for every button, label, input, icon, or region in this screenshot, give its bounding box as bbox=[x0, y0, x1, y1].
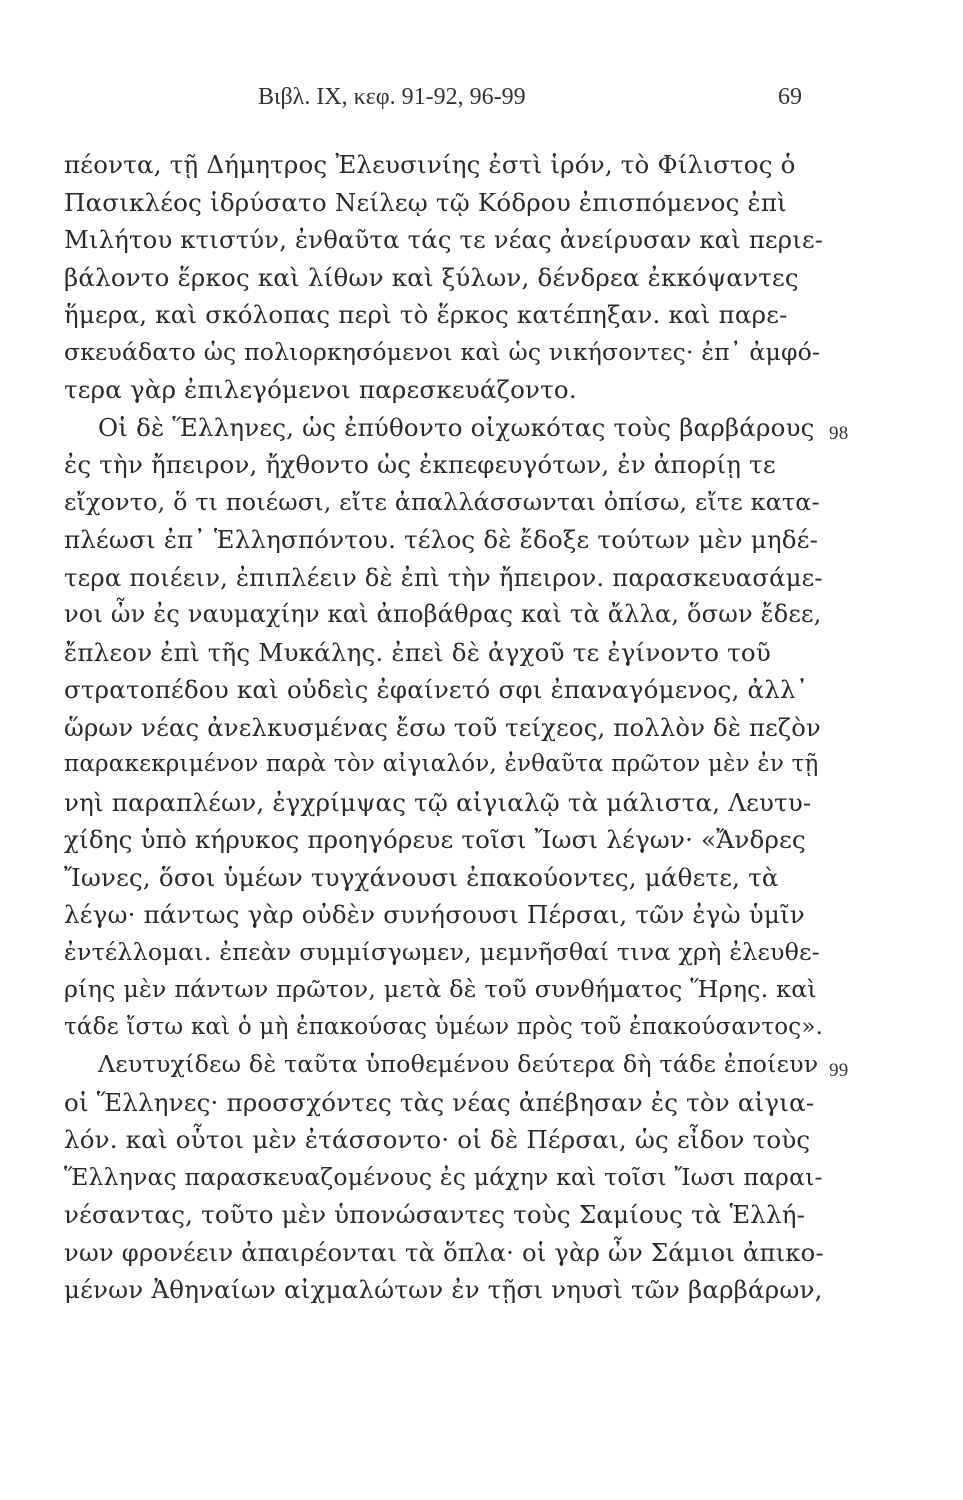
paragraph-line-99 bbox=[64, 1046, 849, 1084]
text-line: ἐντέλλομαι. ἐπεὰν συμμίσγωμεν, μεμνῆσθαί τινα χρὴ ἐλευθε- bbox=[64, 937, 820, 966]
text-line: νέσαντας, τοῦτο μὲν ὑπονώσαντες τοὺς Σαμίους τὰ Ἑλλή- bbox=[64, 1200, 806, 1229]
text-line: οἱ Ἕλληνες· προσσχόντες τὰς νέας ἀπέβησαν ἐς τὸν αἰγια- bbox=[64, 1087, 815, 1117]
text-line: μένων Ἀθηναίων αἰχμαλώτων ἐν τῇσι νηυσὶ τῶν βαρβάρων, bbox=[64, 1275, 823, 1304]
text-block bbox=[64, 146, 849, 1309]
text-line: ὥρων νέας ἀνελκυσμένας ἔσω τοῦ τείχεος, πολλὸν δὲ πεζὸν bbox=[64, 712, 821, 742]
text-line: τερα γὰρ ἐπιλεγόμενοι παρεσκευάζοντο. bbox=[64, 375, 577, 404]
paragraph-line-98 bbox=[64, 409, 849, 447]
text-line: νοι ὦν ἐς ναυμαχίην καὶ ἀποβάθρας καὶ τὰ ἄλλα, ὅσων ἔδεε, bbox=[64, 600, 822, 628]
text-line: πέοντα, τῇ Δήμητρος Ἐλευσινίης ἐστὶ ἱρόν, τὸ Φίλιστος ὁ bbox=[64, 150, 796, 179]
text-line: εἴχοντο, ὅ τι ποιέωσι, εἴτε ἀπαλλάσσωνται ὀπίσω, εἴτε κατα- bbox=[64, 487, 820, 516]
margin-chapter-number: 99 bbox=[829, 1060, 849, 1081]
text-line: πλέωσι ἐπ᾽ Ἑλλησπόντου. τέλος δὲ ἔδοξε τούτων μὲν μηδέ- bbox=[64, 525, 819, 554]
page-number: 69 bbox=[778, 84, 802, 110]
text-line: τερα ποιέειν, ἐπιπλέειν δὲ ἐπὶ τὴν ἤπειρον. παρασκευασάμε- bbox=[64, 562, 823, 592]
text-line: Οἱ δὲ Ἕλληνες, ὡς ἐπύθοντο οἰχωκότας τοὺς βαρβάρους bbox=[98, 412, 815, 442]
text-line: ἐς τὴν ἤπειρον, ἤχθοντο ὡς ἐκπεφευγότων, ἐν ἀπορίῃ τε bbox=[64, 450, 776, 479]
text-line: λέγω· πάντως γὰρ οὐδὲν συνήσουσι Πέρσαι, τῶν ἐγὼ ὑμῖν bbox=[64, 900, 805, 929]
running-head: Βιβλ. IX, κεφ. 91-92, 96-99 bbox=[258, 84, 526, 110]
text-line: Λευτυχίδεω δὲ ταῦτα ὑποθεμένου δεύτερα δὴ τάδε ἐποίευν bbox=[98, 1050, 819, 1078]
text-line: ἔπλεον ἐπὶ τῆς Μυκάλης. ἐπεὶ δὲ ἀγχοῦ τε ἐγίνοντο τοῦ bbox=[64, 637, 771, 667]
text-line: παρακεκριμένον παρὰ τὸν αἰγιαλόν, ἐνθαῦτα πρῶτον μὲν ἐν τῇ bbox=[64, 751, 819, 777]
text-line: νηὶ παραπλέων, ἐγχρίμψας τῷ αἰγιαλῷ τὰ μάλιστα, Λευτυ- bbox=[64, 787, 812, 817]
text-line: στρατοπέδου καὶ οὐδεὶς ἐφαίνετό σφι ἐπαναγόμενος, ἀλλ᾽ bbox=[64, 675, 809, 704]
text-line: λόν. καὶ οὗτοι μὲν ἐτάσσοντο· οἱ δὲ Πέρσαι, ὡς εἶδον τοὺς bbox=[64, 1125, 811, 1154]
text-line: ἥμερα, καὶ σκόλοπας περὶ τὸ ἕρκος κατέπηξαν. καὶ παρε- bbox=[64, 300, 788, 329]
text-line: βάλοντο ἕρκος καὶ λίθων καὶ ξύλων, δένδρεα ἐκκόψαντες bbox=[64, 262, 799, 292]
text-line: σκευάδατο ὡς πολιορκησόμενοι καὶ ὡς νικήσοντες· ἐπ᾽ ἀμφό- bbox=[64, 337, 821, 366]
text-line: χίδης ὑπὸ κήρυκος προηγόρευε τοῖσι Ἴωσι λέγων· «Ἄνδρες bbox=[64, 825, 806, 854]
text-line: Πασικλέος ἱδρύσατο Νείλεῳ τῷ Κόδρου ἐπισπόμενος ἐπὶ bbox=[64, 187, 787, 217]
text-line: Μιλήτου κτιστύν, ἐνθαῦτα τάς τε νέας ἀνείρυσαν καὶ περιε- bbox=[64, 225, 824, 254]
text-line: νων φρονέειν ἀπαιρέονται τὰ ὅπλα· οἱ γὰρ ὦν Σάμιοι ἀπικο- bbox=[64, 1237, 824, 1267]
text-line: Ἕλληνας παρασκευαζομένους ἐς μάχην καὶ τοῖσι Ἴωσι παραι- bbox=[64, 1162, 823, 1191]
margin-chapter-number: 98 bbox=[829, 422, 849, 444]
text-line: Ἴωνες, ὅσοι ὑμέων τυγχάνουσι ἐπακούοντες, μάθετε, τὰ bbox=[64, 862, 779, 892]
text-line: ρίης μὲν πάντων πρῶτον, μετὰ δὲ τοῦ συνθήματος Ἥρης. καὶ bbox=[64, 975, 817, 1003]
text-line: τάδε ἴστω καὶ ὁ μὴ ἐπακούσας ὑμέων πρὸς τοῦ ἐπακούσαντος». bbox=[64, 1013, 824, 1040]
